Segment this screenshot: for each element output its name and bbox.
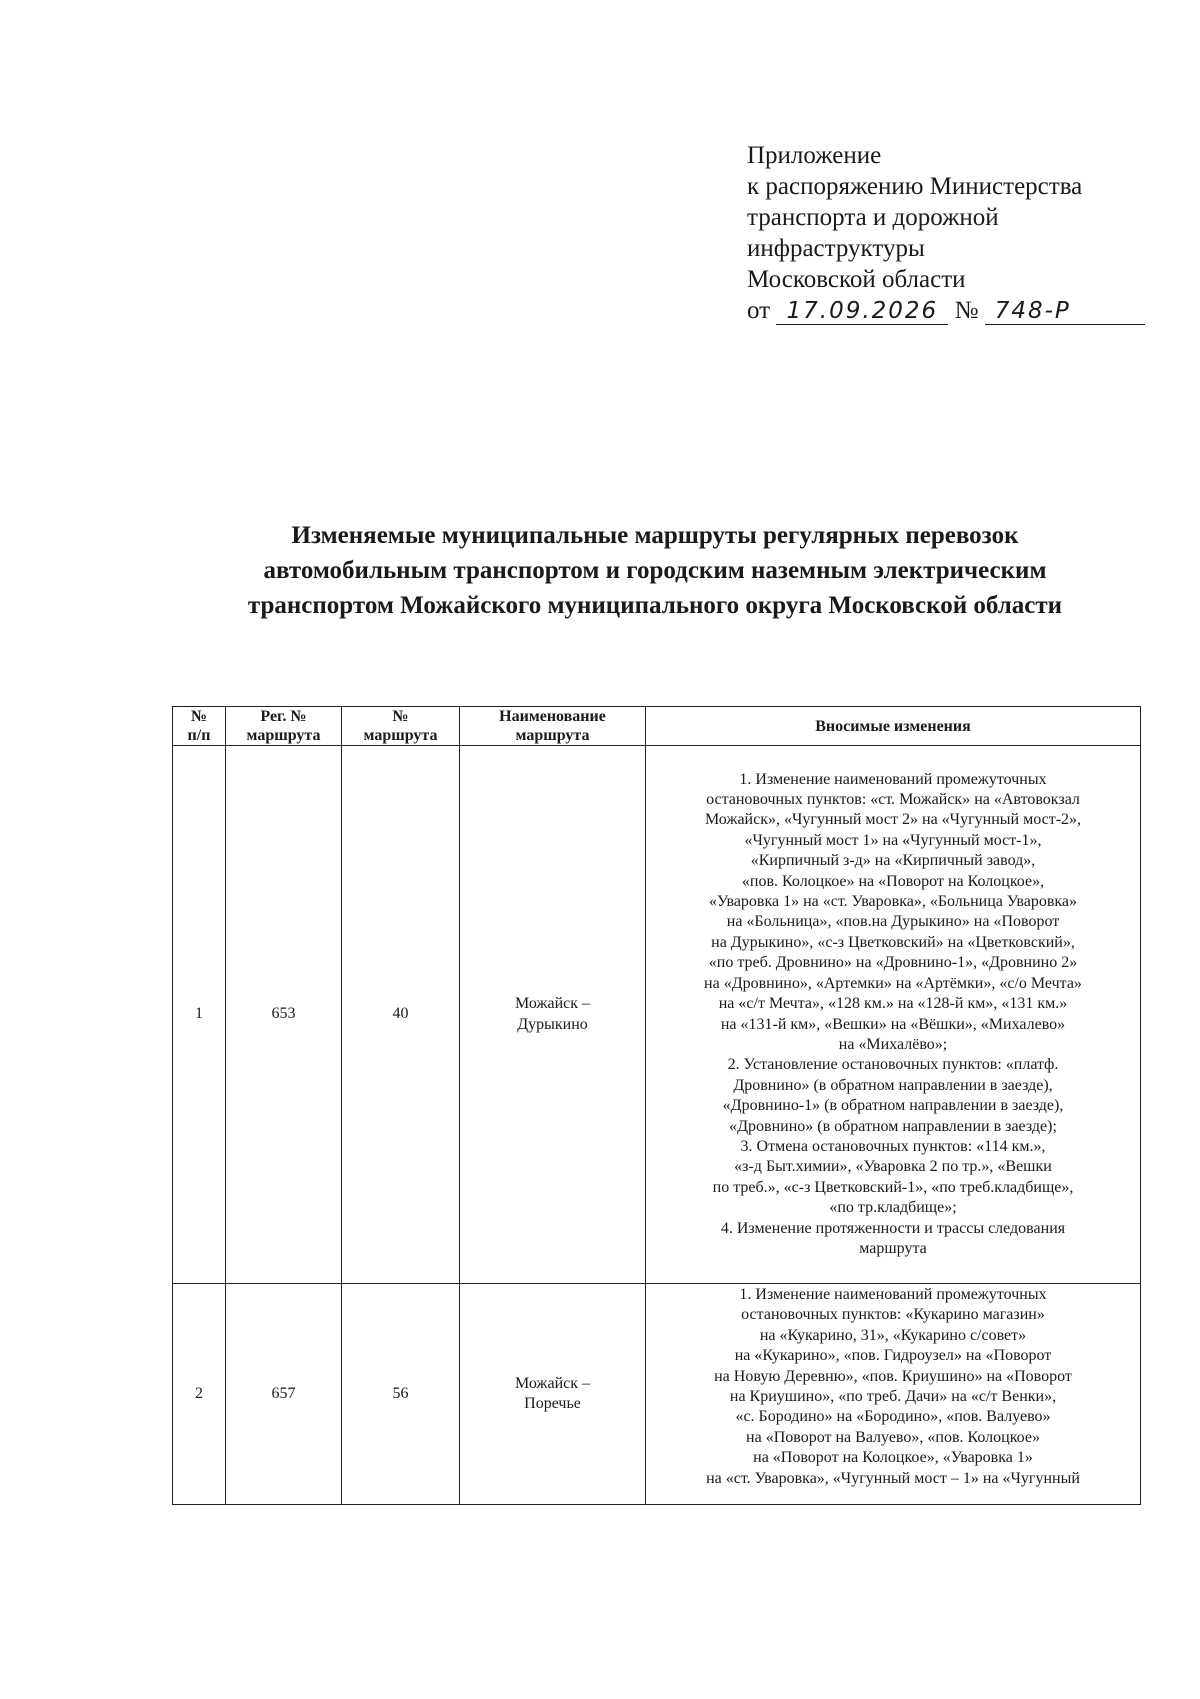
title-line: Изменяемые муниципальные маршруты регулярных перевозок <box>291 522 1019 549</box>
appendix-line: Приложение <box>747 142 882 169</box>
route-number: 40 <box>342 746 460 1284</box>
from-label: от <box>747 297 771 324</box>
route-name: Можайск – Дурыкино <box>460 746 646 1284</box>
route-changes <box>646 1284 1141 1505</box>
route-number: 56 <box>342 1284 460 1505</box>
appendix-date-line <box>747 295 1167 326</box>
header-route-name: Наименование маршрута <box>460 707 646 746</box>
table-header-row <box>173 707 1141 746</box>
title-line: транспортом Можайского муниципального округа Московской области <box>247 592 1063 619</box>
appendix-line: Московской области <box>747 266 966 293</box>
route-name: Можайск – Поречье <box>460 1284 646 1505</box>
table-row <box>173 1284 1141 1505</box>
document-title <box>170 518 1140 623</box>
header-row-number: № п/п <box>173 707 226 746</box>
appendix-line: транспорта и дорожной <box>747 204 999 231</box>
appendix-line: инфраструктуры <box>747 235 925 262</box>
reg-number: 653 <box>226 746 342 1284</box>
appendix-line: к распоряжению Министерства <box>747 173 1083 200</box>
routes-table <box>172 706 1141 1505</box>
handwritten-date: 17.09.2026 <box>776 298 948 325</box>
reg-number: 657 <box>226 1284 342 1505</box>
handwritten-number: 748-Р <box>985 298 1145 325</box>
row-number: 1 <box>173 746 226 1284</box>
route-changes-clip: 1. Изменение наименований промежуточных остановочных пунктов: «Кукарино магазин» на «Кукарино, 31», «Кукарино с/совет» на «Кукарино», «пов. Гидроузел» на «Поворот на Новую Деревню», «пов. Криушино» на «Поворот на Криушино», «по треб. Дачи» на «с/т Венки», «с. Бородино» на «Бородино», «пов. Валуево» на «Поворот на Валуево», «пов. Колоцкое» на «Поворот на Колоцкое», «Уваровка 1» на «ст. Уваровка», «Чугунный мост – 1» на «Чугунный <box>706 1286 1080 1487</box>
route-changes: 1. Изменение наименований промежуточных остановочных пунктов: «ст. Можайск» на «Автовокзал Можайск», «Чугунный мост 2» на «Чугунный мост-2», «Чугунный мост 1» на «Чугунный мост-1», «Кирпичный з-д» на «Кирпичный завод», «пов. Колоцкое» на «Поворот на Колоцкое», «Уваровка 1» на «ст. Уваровка», «Больница Уваровка» на «Больница», «пов.на Дурыкино» на «Поворот на Дурыкино», «с-з Цветковский» на «Цветковский», «по треб. Дровнино» на «Дровнино-1», «Дровнино 2» на «Дровнино», «Артемки» на «Артёмки», «с/о Мечта» на «с/т Мечта», «128 км.» на «128-й км», «131 км.» на «131-й км», «Вешки» на «Вёшки», «Михалево» на «Михалёво»; 2. Установление остановочных пунктов: «платф. Дровнино» (в обратном направлении в заезде), «Дровнино-1» (в обратном направлении в заезде), «Дровнино» (в обратном направлении в заезде); 3. Отмена остановочных пунктов: «114 км.», «з-д Быт.химии», «Уваровка 2 по тр.», «Вешки по треб.», «с-з Цветковский-1», «по треб.кладбище», «по тр.кладбище»; 4. Изменение протяженности и трассы следования маршрута <box>646 746 1141 1284</box>
title-line: автомобильным транспортом и городским наземным электрическим <box>263 557 1047 584</box>
appendix-block <box>747 140 1167 326</box>
header-route-number: № маршрута <box>342 707 460 746</box>
header-reg-number: Рег. № маршрута <box>226 707 342 746</box>
table-row <box>173 746 1141 1284</box>
number-sign: № <box>954 297 979 324</box>
header-changes: Вносимые изменения <box>646 707 1141 746</box>
row-number: 2 <box>173 1284 226 1505</box>
